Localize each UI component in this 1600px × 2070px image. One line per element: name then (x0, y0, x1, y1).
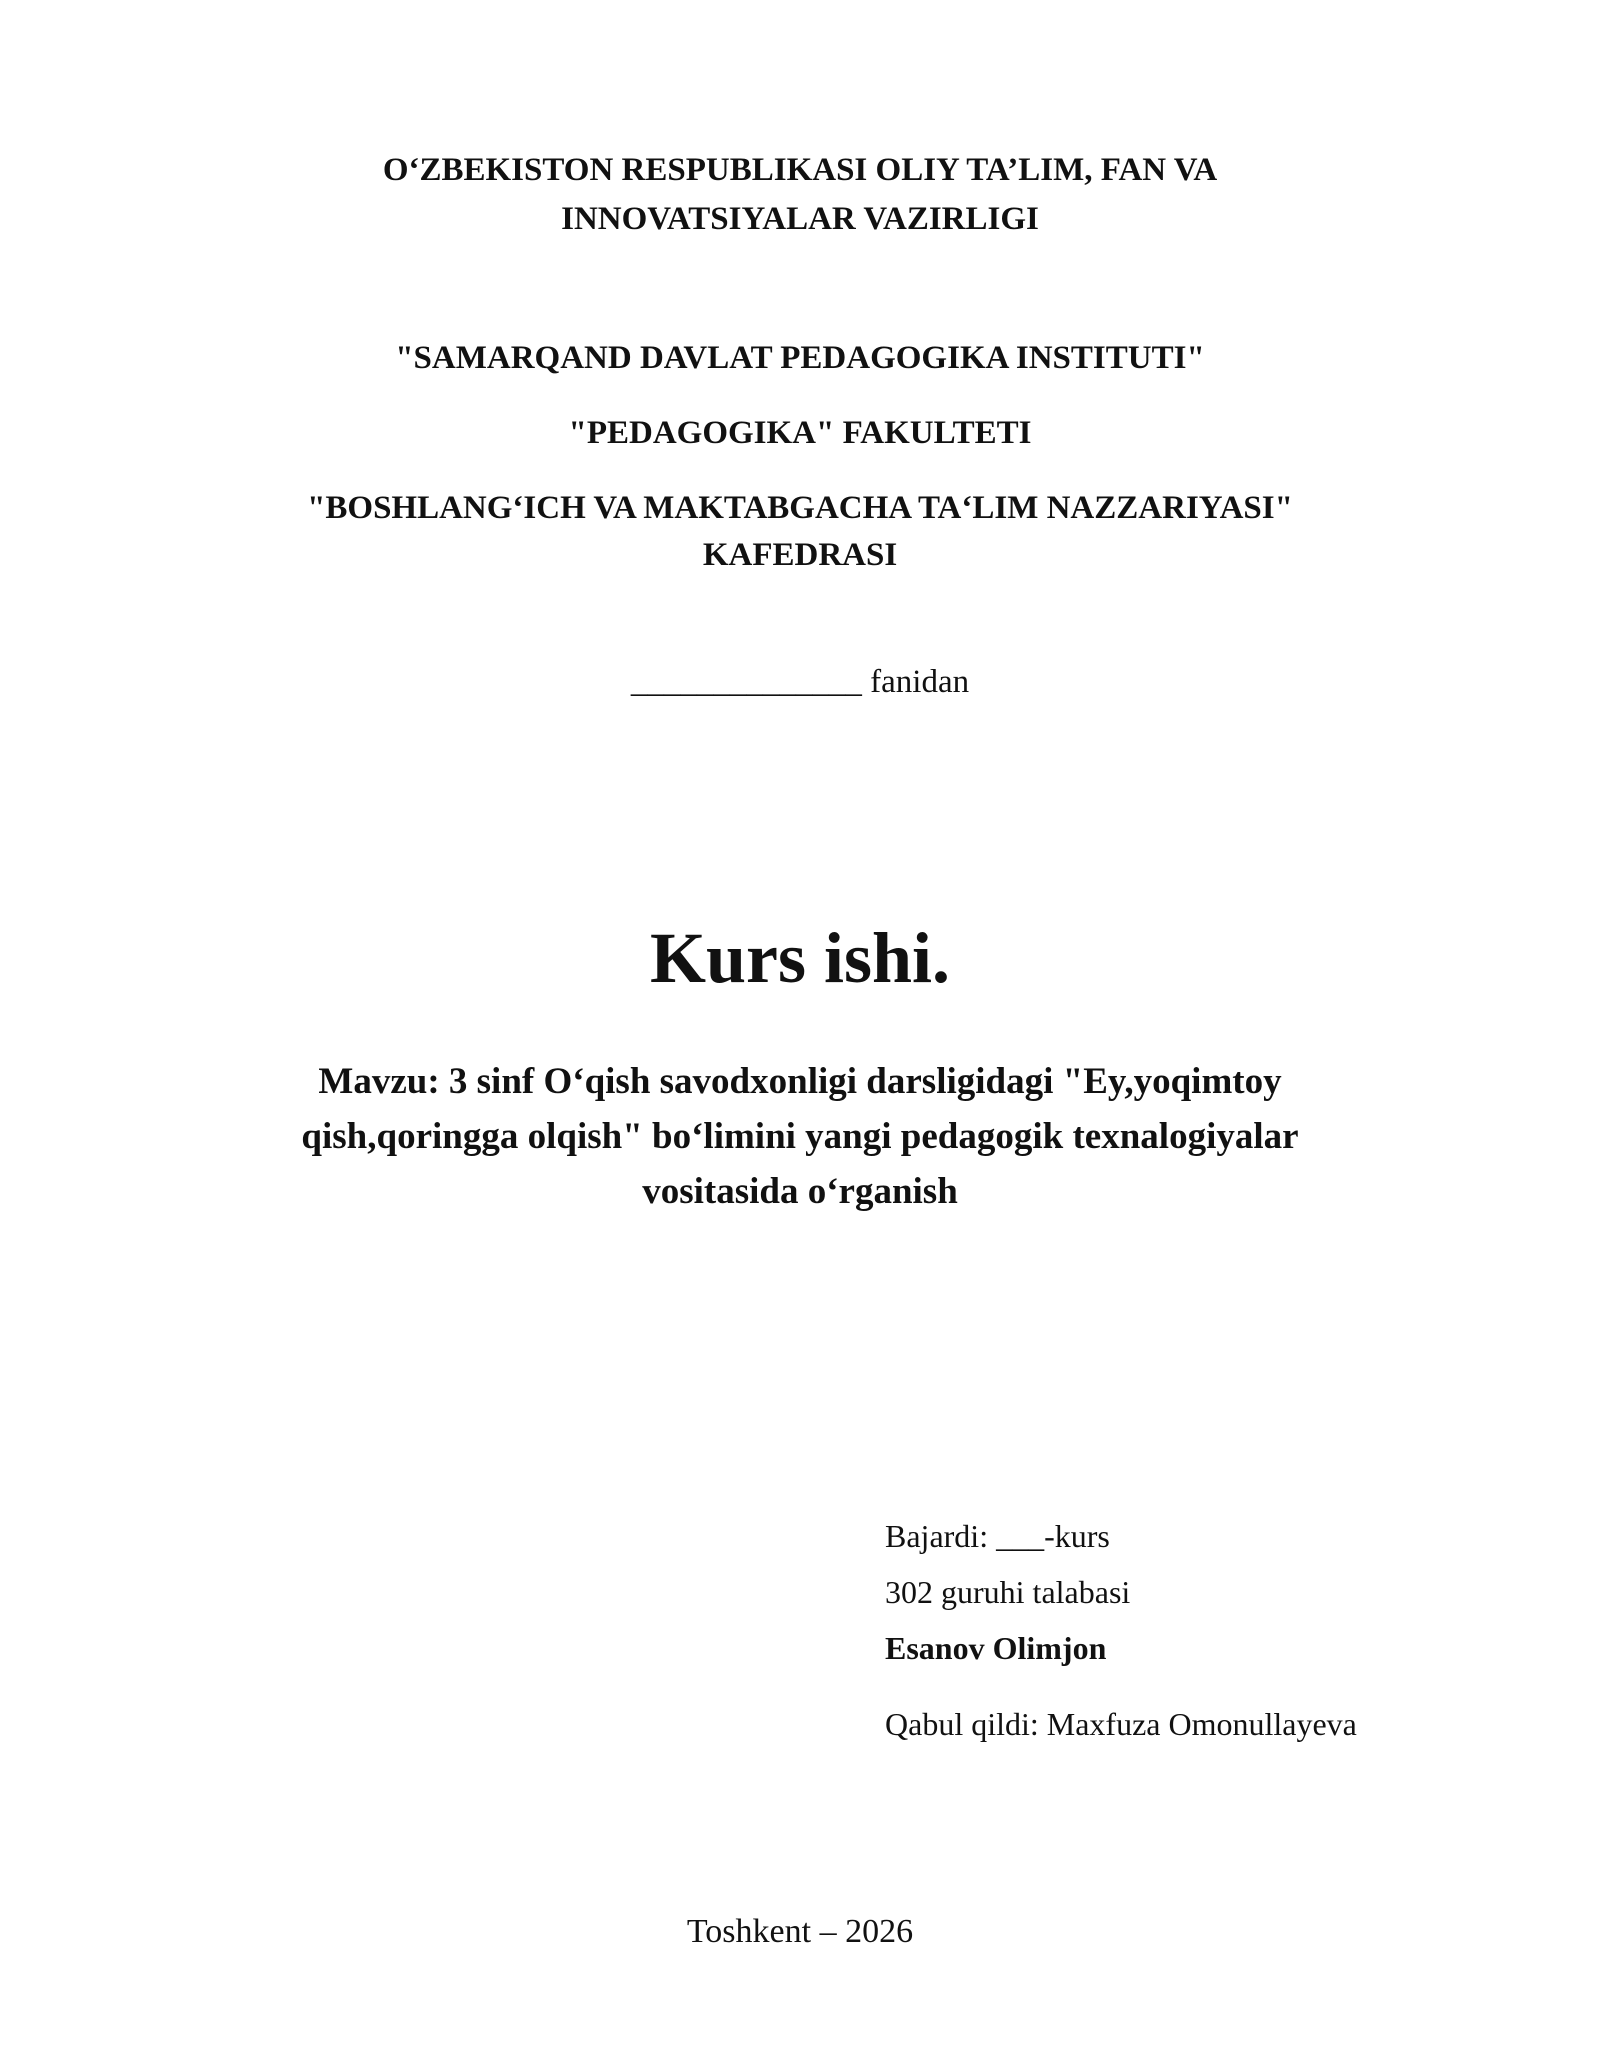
ministry-line-1: O‘ZBEKISTON RESPUBLIKASI OLIY TA’LIM, FAN VA (382, 152, 1218, 188)
accepted-line: Qabul qildi: Maxfuza Omonullayeva (885, 1706, 1357, 1742)
author-block (885, 1508, 1357, 1752)
group-line: 302 guruhi talabasi (885, 1574, 1131, 1610)
faculty-name: "PEDAGOGIKA" FAKULTETI (568, 415, 1032, 451)
department-line-2: KAFEDRASI (702, 537, 898, 573)
work-title: Kurs ishi. (649, 918, 951, 998)
department-line-1: "BOSHLANG‘ICH VA MAKTABGACHA TA‘LIM NAZZARIYASI" (307, 490, 1293, 526)
footer-city-year: Toshkent – 2026 (686, 1913, 914, 1950)
performed-line: Bajardi: ___-kurs (885, 1518, 1110, 1554)
institute-name: "SAMARQAND DAVLAT PEDAGOGIKA INSTITUTI" (395, 340, 1205, 376)
topic-line-1: Mavzu: 3 sinf O‘qish savodxonligi darsligidagi "Ey,yoqimtoy (318, 1061, 1282, 1102)
subject-line: ______________ fanidan (630, 664, 970, 700)
topic-line-2: qish,qoringga olqish" bo‘limini yangi pedagogik texnalogiyalar (301, 1116, 1299, 1157)
topic-line-3: vositasida o‘rganish (642, 1171, 958, 1212)
student-name: Esanov Olimjon (885, 1630, 1107, 1666)
ministry-line-2: INNOVATSIYALAR VAZIRLIGI (561, 201, 1039, 237)
